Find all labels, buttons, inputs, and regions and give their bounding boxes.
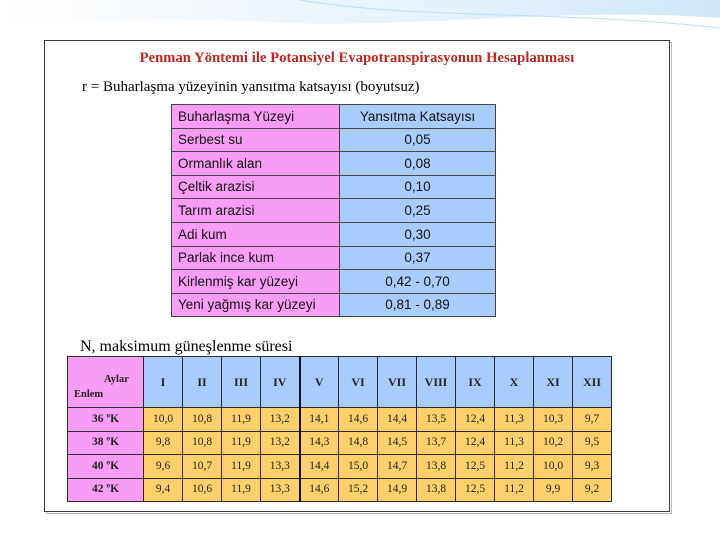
month-header: XI	[534, 357, 573, 408]
value-cell: 9,7	[573, 408, 612, 432]
month-header: XII	[573, 357, 612, 408]
value-cell: 15,0	[339, 455, 378, 479]
latitude-cell: 42 ºK	[68, 478, 144, 502]
value-cell: 13,8	[417, 455, 456, 479]
table-row	[172, 270, 496, 294]
surface-cell: Ormanlık alan	[172, 152, 340, 176]
month-header: IV	[261, 357, 300, 408]
value-cell: 12,5	[456, 478, 495, 502]
value-cell: 12,4	[456, 408, 495, 432]
sunshine-table	[67, 356, 612, 502]
value-cell: 9,5	[573, 431, 612, 455]
month-header: I	[144, 357, 183, 408]
value-cell: 12,4	[456, 431, 495, 455]
coefficient-cell: 0,05	[340, 128, 496, 152]
sunshine-table-header	[68, 357, 612, 408]
value-cell: 15,2	[339, 478, 378, 502]
slide-title: Penman Yöntemi ile Potansiyel Evapotranspirasyonun Hesaplanması	[139, 50, 575, 66]
coefficient-cell: 0,08	[340, 152, 496, 176]
value-cell: 11,3	[495, 408, 534, 432]
corner-months: Aylar	[104, 374, 129, 385]
value-cell: 9,8	[144, 431, 183, 455]
coefficient-cell: 0,10	[340, 175, 496, 199]
value-cell: 14,4	[378, 408, 417, 432]
month-header: VI	[339, 357, 378, 408]
surface-cell: Serbest su	[172, 128, 340, 152]
value-cell: 9,2	[573, 478, 612, 502]
header-coefficient: Yansıtma Katsayısı	[340, 105, 496, 129]
table-row	[172, 128, 496, 152]
table-row	[172, 222, 496, 246]
table-row	[172, 199, 496, 223]
surface-cell: Yeni yağmış kar yüzeyi	[172, 293, 340, 317]
value-cell: 13,2	[261, 408, 300, 432]
value-cell: 14,1	[300, 408, 339, 432]
coefficient-cell: 0,42 - 0,70	[340, 270, 496, 294]
value-cell: 13,3	[261, 455, 300, 479]
header-decoration	[0, 0, 720, 40]
corner-cell	[68, 357, 144, 408]
table-row	[172, 175, 496, 199]
surface-cell: Kirlenmiş kar yüzeyi	[172, 270, 340, 294]
table-row	[68, 408, 612, 432]
latitude-cell: 40 ºK	[68, 455, 144, 479]
value-cell: 13,3	[261, 478, 300, 502]
value-cell: 9,4	[144, 478, 183, 502]
value-cell: 14,9	[378, 478, 417, 502]
value-cell: 14,6	[339, 408, 378, 432]
month-header: V	[300, 357, 339, 408]
value-cell: 10,2	[534, 431, 573, 455]
value-cell: 13,5	[417, 408, 456, 432]
value-cell: 10,0	[534, 455, 573, 479]
value-cell: 13,7	[417, 431, 456, 455]
coefficient-cell: 0,37	[340, 246, 496, 270]
value-cell: 11,9	[222, 431, 261, 455]
value-cell: 11,3	[495, 431, 534, 455]
corner-latitude: Enlem	[74, 389, 104, 400]
table-row	[68, 478, 612, 502]
value-cell: 11,9	[222, 455, 261, 479]
surface-cell: Tarım arazisi	[172, 199, 340, 223]
reflection-table	[171, 104, 496, 317]
value-cell: 10,8	[183, 431, 222, 455]
value-cell: 14,8	[339, 431, 378, 455]
latitude-cell: 38 ºK	[68, 431, 144, 455]
surface-cell: Çeltik arazisi	[172, 175, 340, 199]
value-cell: 10,6	[183, 478, 222, 502]
month-header: IX	[456, 357, 495, 408]
value-cell: 13,2	[261, 431, 300, 455]
value-cell: 13,8	[417, 478, 456, 502]
month-header: X	[495, 357, 534, 408]
value-cell: 11,2	[495, 455, 534, 479]
value-cell: 12,5	[456, 455, 495, 479]
r-definition: r = Buharlaşma yüzeyinin yansıtma katsayısı (boyutsuz)	[82, 79, 420, 95]
value-cell: 9,6	[144, 455, 183, 479]
coefficient-cell: 0,30	[340, 222, 496, 246]
value-cell: 14,4	[300, 455, 339, 479]
value-cell: 9,9	[534, 478, 573, 502]
table-row	[68, 431, 612, 455]
table-row	[172, 293, 496, 317]
value-cell: 14,5	[378, 431, 417, 455]
surface-cell: Parlak ince kum	[172, 246, 340, 270]
latitude-cell: 36 ºK	[68, 408, 144, 432]
value-cell: 10,7	[183, 455, 222, 479]
month-header: II	[183, 357, 222, 408]
value-cell: 14,3	[300, 431, 339, 455]
coefficient-cell: 0,81 - 0,89	[340, 293, 496, 317]
value-cell: 11,2	[495, 478, 534, 502]
table-row	[172, 246, 496, 270]
value-cell: 10,8	[183, 408, 222, 432]
value-cell: 10,0	[144, 408, 183, 432]
reflection-table-header	[172, 105, 496, 129]
table-row	[68, 455, 612, 479]
surface-cell: Adi kum	[172, 222, 340, 246]
value-cell: 9,3	[573, 455, 612, 479]
value-cell: 14,7	[378, 455, 417, 479]
value-cell: 10,3	[534, 408, 573, 432]
coefficient-cell: 0,25	[340, 199, 496, 223]
value-cell: 11,9	[222, 408, 261, 432]
sunshine-label: N, maksimum güneşlenme süresi	[80, 338, 293, 355]
month-header: VII	[378, 357, 417, 408]
value-cell: 11,9	[222, 478, 261, 502]
table-row	[172, 152, 496, 176]
header-surface: Buharlaşma Yüzeyi	[172, 105, 340, 129]
value-cell: 14,6	[300, 478, 339, 502]
month-header: III	[222, 357, 261, 408]
month-header: VIII	[417, 357, 456, 408]
